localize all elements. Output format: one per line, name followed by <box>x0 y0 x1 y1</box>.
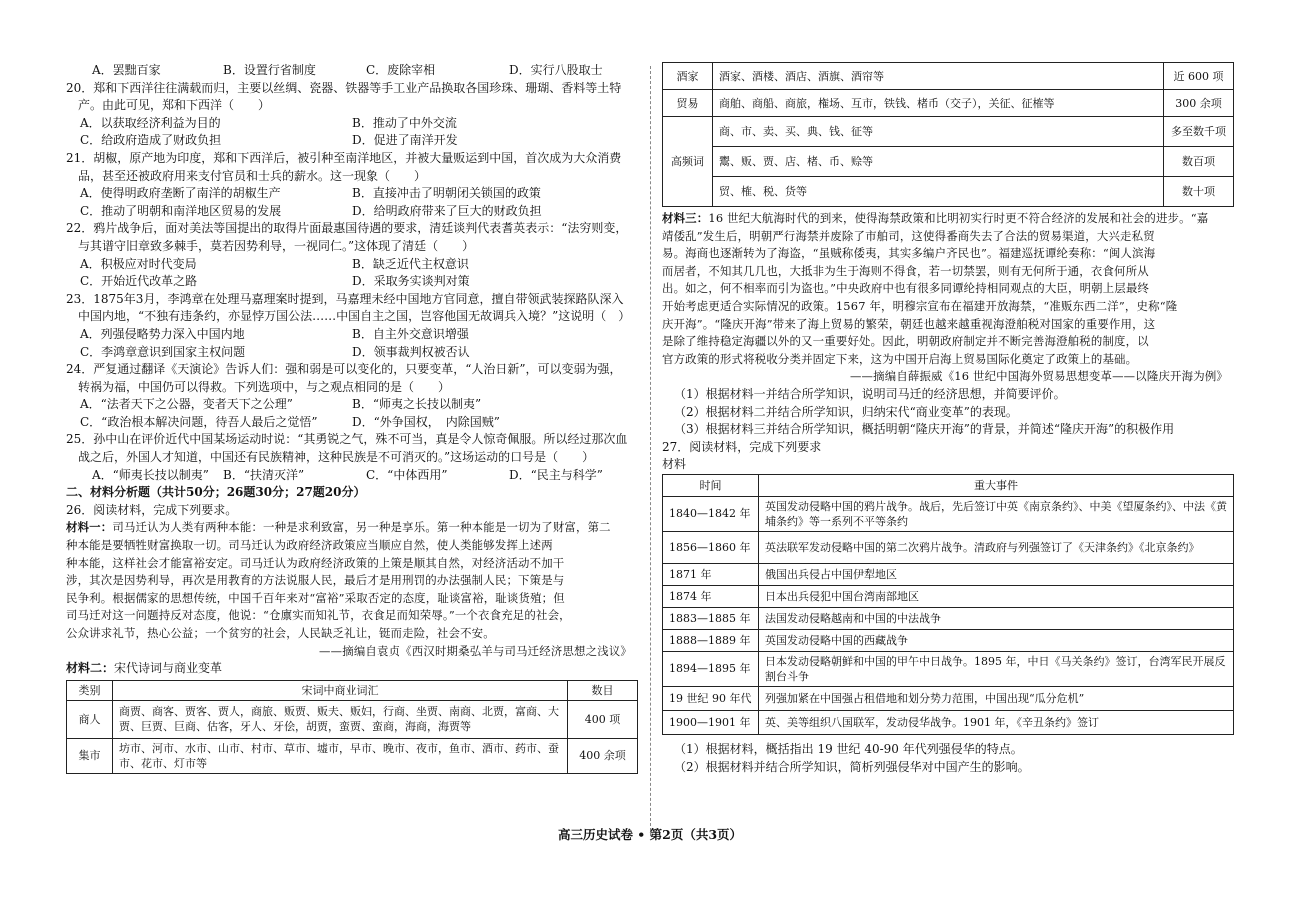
sub-question: （3）根据材料三并结合所学知识，概括明朝“隆庆开海”的背景，并简述“隆庆开海”的积极作用 <box>674 422 1175 437</box>
option: B．“扶清灭洋” <box>223 467 305 482</box>
option: B．缺乏近代主权意识 <box>352 256 469 271</box>
option: A．“法者天下之公器，变者天下之公理” <box>80 397 293 412</box>
table-header: 宋词中商业词汇 <box>113 680 568 700</box>
option: C．开始近代改革之路 <box>80 274 198 289</box>
table-row <box>663 686 1234 710</box>
material-source: ——摘编自薛振威《16 世纪中国海外贸易思想变革——以隆庆开海为例》 <box>849 369 1228 384</box>
options <box>66 273 638 291</box>
song-commerce-table-continued <box>662 62 1234 207</box>
table-cell: 高频词 <box>663 117 713 207</box>
table-header-row <box>663 474 1234 496</box>
option: D．“外争国权， 内除国贼” <box>352 414 500 429</box>
option: D．给明政府带来了巨大的财政负担 <box>352 203 542 218</box>
table-row <box>663 90 1234 117</box>
question-text: 21．胡椒，原产地为印度，郑和下西洋后，被引种至南洋地区，并被大量贩运到中国，首次成为大众消费 <box>66 150 622 165</box>
q19-options <box>66 62 638 80</box>
table-cell: 坊市、河市、水市、山市、村市、草市、墟市，早市、晚市、夜市，鱼市、酒市、药市、蚕市、花市、灯市等 <box>113 738 568 773</box>
table-cell: 俄国出兵侵占中国伊犁地区 <box>759 563 1234 585</box>
table-row <box>663 710 1234 734</box>
option: C．废除宰相 <box>366 63 436 77</box>
material-text: 庆开海”。“隆庆开海”带来了海上贸易的繁荣，朝廷也越来越重视海澄舶税对国家的重要作用，这 <box>662 316 1156 331</box>
song-commerce-table <box>66 680 638 774</box>
options <box>66 185 638 203</box>
right-column <box>662 62 1234 776</box>
option: D．促进了南洋开发 <box>352 133 458 148</box>
table-cell: 贸易 <box>663 90 713 117</box>
material-text: 种本能，这样社会才能富裕安定。司马迁认为政府经济政策的上策是顺其自然，对经济活动不加干 <box>66 555 565 570</box>
question-text: 22．鸦片战争后，面对美法等国提出的取得片面最惠国待遇的要求，清廷谈判代表耆英表示：“法穷则变， <box>66 221 628 236</box>
table-cell: 英、美等组织八国联军，发动侵华战争。1901 年，《辛丑条约》签订 <box>759 710 1234 734</box>
table-row <box>663 117 1234 147</box>
question-20 <box>66 80 638 150</box>
material-text: 官方政策的形式将税收分类并固定下来，这为中国开启海上贸易国际化奠定了政策上的基础。 <box>662 351 1138 366</box>
table-cell: 商、市、卖、买、典、钱、征等 <box>713 117 1164 147</box>
question-22 <box>66 220 638 290</box>
option: D．领事裁判权被否认 <box>352 344 470 359</box>
table-cell: 贸、榷、税、货等 <box>713 177 1164 207</box>
table-cell: 英国发动侵略中国的鸦片战争。战后，先后签订中英《南京条约》、中美《望厦条约》、中法《黄埔条约》等一系列不平等条约 <box>759 496 1234 531</box>
option: B．推动了中外交流 <box>352 115 457 130</box>
table-cell: 酒家 <box>663 63 713 90</box>
option: B．“师夷之长技以制夷” <box>352 397 482 412</box>
material-text: 靖倭乱”发生后，明朝严行海禁并废除了市舶司，这使得番商失去了合法的贸易渠道，大兴走私贸 <box>662 228 1155 243</box>
option: D．“民主与科学” <box>509 467 603 482</box>
question-text: 与其谱守旧章致多棘手，莫若因势利导，一视同仁。”这体现了清廷（ ） <box>78 238 475 253</box>
material-label: 材料 <box>662 457 687 472</box>
material-text: 司马迁认为人类有两种本能：一种是求利致富，另一种是享乐。第一种本能是一切为了财富，第二 <box>112 520 611 535</box>
material-source: ——摘编自袁贞《西汉时期桑弘羊与司马迁经济思想之浅议》 <box>319 643 632 658</box>
option: C．“中体西用” <box>366 467 448 482</box>
table-cell: 1888—1889 年 <box>663 629 759 651</box>
table-cell: 1883—1885 年 <box>663 607 759 629</box>
sub-question: （2）根据材料并结合所学知识，简析列强侵华对中国产生的影响。 <box>674 759 1030 774</box>
question-text: 25．孙中山在评价近代中国某场运动时说：“其勇锐之气，殊不可当，真是令人惊奇佩服。所以经过那次血 <box>66 432 628 447</box>
question-text: 24．严复通过翻译《天演论》告诉人们：强和弱是可以变化的，只要变革，“人治日新”，可以变弱为强， <box>66 362 622 377</box>
question-24 <box>66 361 638 431</box>
table-cell: 日本出兵侵犯中国台湾南部地区 <box>759 585 1234 607</box>
left-column <box>66 62 638 774</box>
table-cell: 数百项 <box>1164 147 1234 177</box>
table-cell: 日本发动侵略朝鲜和中国的甲午中日战争。1895 年，中日《马关条约》签订，台湾军民开展反割台斗争 <box>759 651 1234 686</box>
material-label: 材料一： <box>66 520 113 535</box>
material-1 <box>66 519 638 660</box>
option: B．直接冲击了明朝闭关锁国的政策 <box>352 186 541 201</box>
table-cell: 400 余项 <box>568 738 638 773</box>
table-row <box>663 63 1234 90</box>
events-table <box>662 474 1234 735</box>
material-label: 材料三： <box>662 211 709 225</box>
table-row <box>663 563 1234 585</box>
table-header: 重大事件 <box>759 474 1234 496</box>
table-cell: 1900—1901 年 <box>663 710 759 734</box>
question-25 <box>66 431 638 484</box>
option: A．罢黜百家 <box>92 63 161 77</box>
table-row <box>663 177 1234 207</box>
material-text: 种本能是要牺牲财富换取一切。司马迁认为政府经济政策应当顺应自然，使人类能够发挥上述两 <box>66 538 553 553</box>
options <box>66 256 638 274</box>
question-text: 战之后，外国人才知道，中国还有民族精神，这种民族是不可消灭的。”这场运动的口号是（ ） <box>78 450 595 465</box>
page-footer: 高三历史试卷 • 第2页（共3页） <box>557 827 743 842</box>
option: A．积极应对时代变局 <box>80 256 197 271</box>
table-cell: 近 600 项 <box>1164 63 1234 90</box>
table-cell: 1856—1860 年 <box>663 531 759 563</box>
table-row <box>67 738 638 773</box>
question-23 <box>66 291 638 361</box>
table-cell: 商舶、商船、商旅，権场、互市，铁钱、楮币（交子），关征、征榷等 <box>713 90 1164 117</box>
question-text: 品，甚至还被政府用来支付官员和士兵的薪水。这一现象（ ） <box>78 168 427 183</box>
table-row <box>67 700 638 738</box>
table-cell: 1871 年 <box>663 563 759 585</box>
table-cell: 1894—1895 年 <box>663 651 759 686</box>
material-text: 民争利。根据儒家的思想传统，中国千百年来对“富裕”采取否定的态度，耻谈富裕，耻谈货殖；但 <box>66 590 565 605</box>
option: C．“政治根本解决问题，待吾人最后之觉悟” <box>80 414 318 429</box>
table-cell: 1840—1842 年 <box>663 496 759 531</box>
options <box>66 132 638 150</box>
option: A．以获取经济利益为目的 <box>80 115 221 130</box>
question-text: 产。由此可见，郑和下西洋（ ） <box>78 98 271 113</box>
sub-question: （2）根据材料二并结合所学知识，归纳宋代“商业变革”的表现。 <box>674 404 1018 419</box>
option: D．采取务实谈判对策 <box>352 274 470 289</box>
question-text: 中国内地，“不独有违条约，亦显悖万国公法……中国自主之国，岂容他国无故调兵入境？”这说明（ ） <box>78 309 631 324</box>
table-row <box>663 607 1234 629</box>
option: B．设置行省制度 <box>223 63 316 77</box>
options <box>66 344 638 362</box>
option: A．列强侵略势力深入中国内地 <box>80 326 245 341</box>
material-text: 是除了维持稳定海疆以外的又一重要好处。因此，明朝政府制定并不断完善海澄舶税的制度，以 <box>662 334 1149 349</box>
table-cell: 集市 <box>67 738 113 773</box>
options <box>66 326 638 344</box>
option: C．推动了明朝和南洋地区贸易的发展 <box>80 203 282 218</box>
table-cell: 酒家、酒楼、酒店、酒旗、酒帘等 <box>713 63 1164 90</box>
option: D．实行八股取士 <box>509 63 603 77</box>
table-cell: 多至数千项 <box>1164 117 1234 147</box>
sub-question: （1）根据材料，概括指出 19 世纪 40-90 年代列强侵华的特点。 <box>674 741 1023 756</box>
table-cell: 法国发动侵略越南和中国的中法战争 <box>759 607 1234 629</box>
table-header: 数目 <box>568 680 638 700</box>
table-cell: 英国发动侵略中国的西藏战争 <box>759 629 1234 651</box>
question-27: 27．阅读材料，完成下列要求 <box>662 439 822 454</box>
options <box>66 467 638 485</box>
question-text: 20．郑和下西洋往往满载而归，主要以丝绸、瓷器、铁器等手工业产品换取各国珍珠、珊瑚、香料等土特 <box>66 80 622 95</box>
question-text: 23．1875年3月，李鸿章在处理马嘉理案时提到，马嘉理未经中国地方官同意，擅自带领武装探路队深入 <box>66 291 624 306</box>
material-title: 宋代诗词与商业变革 <box>114 661 223 676</box>
option: B．自主外交意识增强 <box>352 326 469 341</box>
table-cell: 19 世纪 90 年代 <box>663 686 759 710</box>
sub-question: （1）根据材料一并结合所学知识，说明司马迁的经济思想，并简要评价。 <box>674 386 1066 401</box>
question-text: 转祸为福，中国仍可以得救。下列选项中，与之观点相同的是（ ） <box>78 379 451 394</box>
table-cell: 商贾、商客、贾客、贾人，商旅、贩贾、贩夫、贩妇，行商、坐贾、南商、北贾，富商、大贾、巨贾、巨商、估客，牙人、牙侩，胡贾，蛮贾、蛮商，海商，海贾等 <box>113 700 568 738</box>
table-row <box>663 651 1234 686</box>
question-21 <box>66 150 638 220</box>
table-header: 时间 <box>663 474 759 496</box>
question-26: 26．阅读材料，完成下列要求。 <box>66 502 238 517</box>
section-heading: 二、材料分析题（共计50分；26题30分；27题20分） <box>66 485 366 500</box>
column-divider <box>650 66 651 836</box>
table-header-row <box>67 680 638 700</box>
table-header: 类别 <box>67 680 113 700</box>
table-cell: 300 余项 <box>1164 90 1234 117</box>
table-cell: 400 项 <box>568 700 638 738</box>
material-text: 16 世纪大航海时代的到来，使得海禁政策和比明初实行时更不符合经济的发展和社会的进步。“嘉 <box>708 211 1209 225</box>
table-cell: 列强加紧在中国强占租借地和划分势力范围，中国出现“瓜分危机” <box>759 686 1234 710</box>
table-cell: 英法联军发动侵略中国的第二次鸦片战争。清政府与列强签订了《天津条约》《北京条约》 <box>759 531 1234 563</box>
options <box>66 396 638 414</box>
material-3 <box>662 210 1234 386</box>
options <box>66 115 638 133</box>
material-text: 涉，其次是因势利导，再次是用教育的方法说服人民，最后才是用刑罚的办法强制人民；下策是与 <box>66 573 565 588</box>
material-text: 开始考虑更适合实际情况的政策。1567 年，明穆宗宣布在福建开放海禁，“准贩东西二洋”，史称“隆 <box>662 298 1178 313</box>
table-cell: 商人 <box>67 700 113 738</box>
option: C．给政府造成了财政负担 <box>80 133 222 148</box>
material-label: 材料二： <box>66 661 115 676</box>
table-row <box>663 496 1234 531</box>
material-text: 而居者，不知其几几也，大抵非为生于海则不得食，若一切禁罢，则有无何所于通，衣食何所从 <box>662 263 1149 278</box>
options <box>66 203 638 221</box>
table-cell: 鬻、贩、贾、店、楮、币、赊等 <box>713 147 1164 177</box>
table-row <box>663 585 1234 607</box>
material-text: 出。如之，何不相率而引为盗也。”中央政府中也有很多同谭纶持相同观点的大臣，明朝上层最终 <box>662 281 1150 296</box>
table-cell: 数十项 <box>1164 177 1234 207</box>
material-text: 易。海商也逐渐转为了海盗，“虽贼称倭夷，其实多编户齐民也”。福建巡抚谭纶奏称：“闽人滨海 <box>662 246 1156 261</box>
option: C．李鸿章意识到国家主权问题 <box>80 344 246 359</box>
table-cell: 1874 年 <box>663 585 759 607</box>
option: A．“师夷长技以制夷” <box>92 467 209 482</box>
material-text: 公众讲求礼节，热心公益；一个贫穷的社会，人民缺乏礼让，铤而走险，社会不安。 <box>66 626 495 640</box>
material-text: 司马迁对这一问题持反对态度，他说：“仓廪实而知礼节，衣食足而知荣辱。”一个衣食充足的社会， <box>66 608 571 623</box>
table-row <box>663 147 1234 177</box>
options <box>66 414 638 432</box>
table-row <box>663 629 1234 651</box>
table-row <box>663 531 1234 563</box>
option: A．使得明政府垄断了南洋的胡椒生产 <box>80 186 281 201</box>
